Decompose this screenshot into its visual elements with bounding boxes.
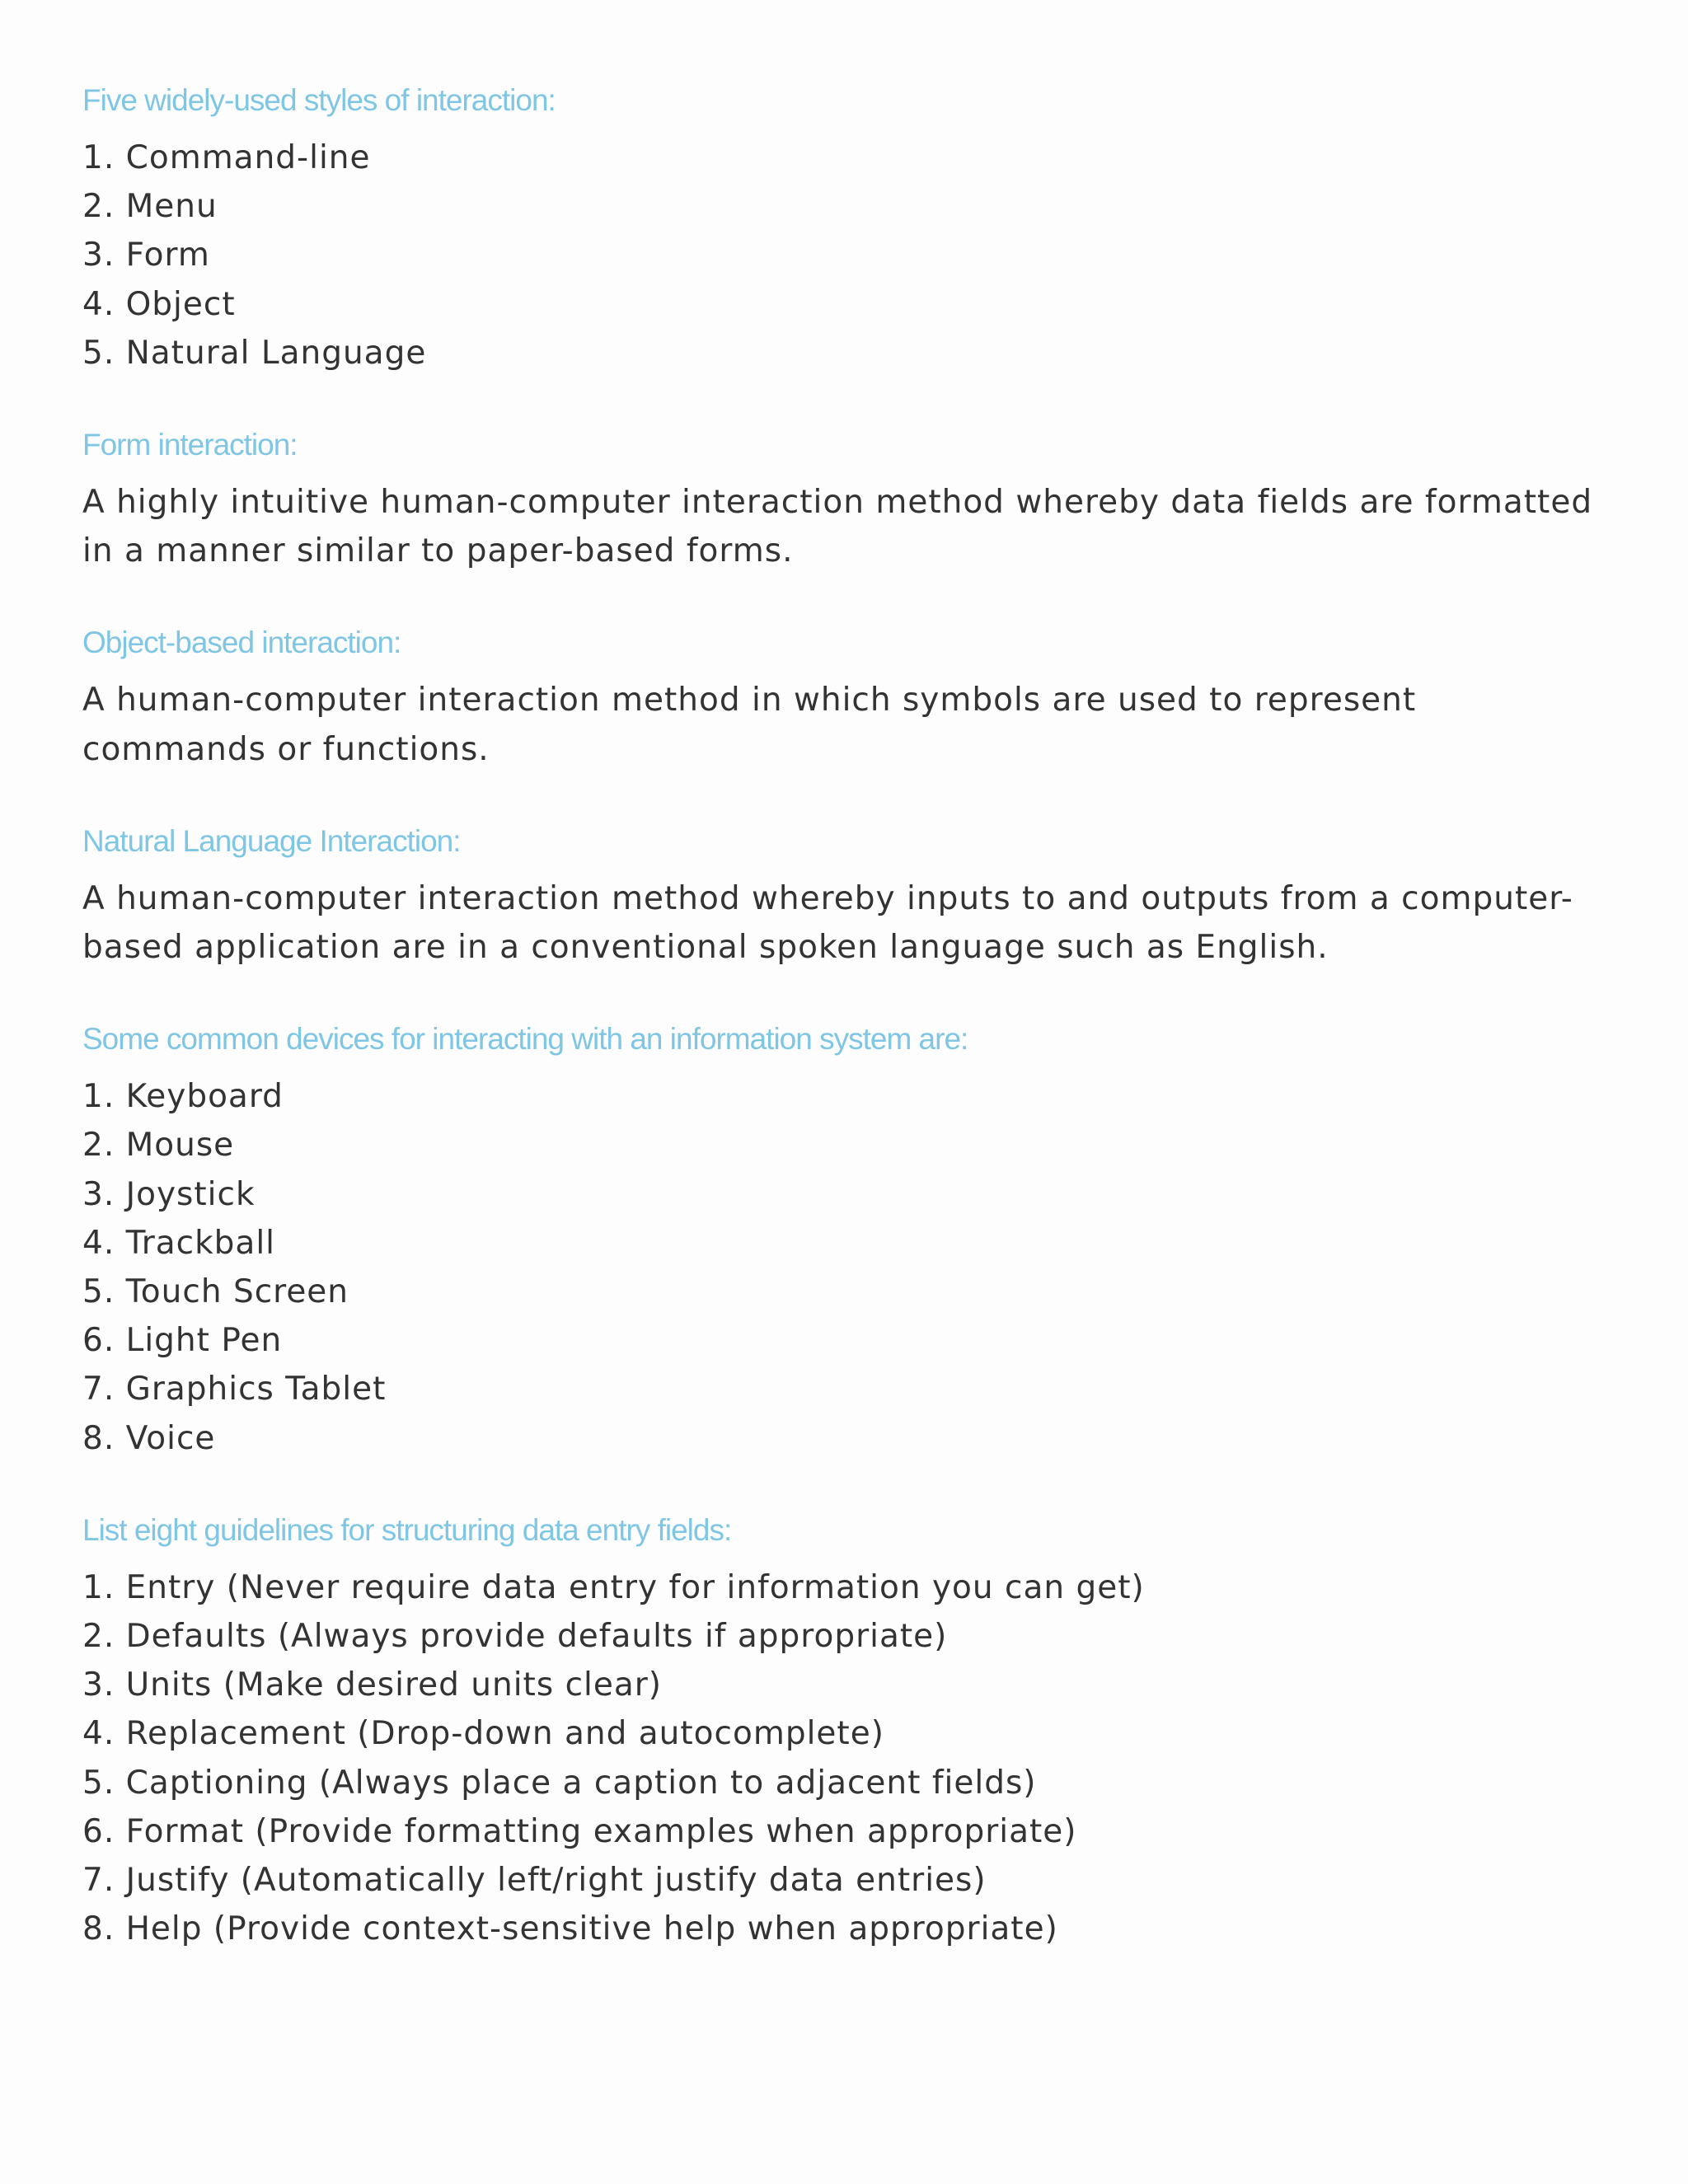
definition-paragraph xyxy=(82,874,1573,972)
section-devices xyxy=(82,1021,1566,1463)
list-item: 1. Command-line xyxy=(82,139,371,176)
list-item: 2. Mouse xyxy=(82,1127,235,1165)
list-item: 4. Trackball xyxy=(82,1224,275,1262)
list-item: 4. Object xyxy=(82,285,236,323)
definition-paragraph xyxy=(82,478,1593,575)
paragraph-line: A highly intuitive human-computer interaction method whereby data fields are formatted xyxy=(82,484,1593,522)
list-item: 1. Entry (Never require data entry for information you can get) xyxy=(82,1568,1145,1606)
section-spacer xyxy=(82,575,1566,625)
devices-list xyxy=(82,1072,1566,1463)
section-heading: Form interaction: xyxy=(82,428,298,462)
section-spacer xyxy=(82,972,1566,1021)
section-object-interaction xyxy=(82,625,1566,773)
paragraph-line: A human-computer interaction method in which symbols are used to represent xyxy=(82,682,1417,719)
section-interaction-styles xyxy=(82,82,1566,377)
list-item: 2. Menu xyxy=(82,188,218,226)
list-item: 5. Natural Language xyxy=(82,334,427,372)
section-spacer xyxy=(82,1463,1566,1512)
paragraph-line: in a manner similar to paper-based forms. xyxy=(82,532,794,570)
guidelines-list xyxy=(82,1563,1566,1954)
section-data-entry-guidelines xyxy=(82,1512,1566,1954)
definition-paragraph xyxy=(82,676,1484,773)
list-item: 7. Graphics Tablet xyxy=(82,1371,387,1408)
section-spacer xyxy=(82,774,1566,823)
section-heading: List eight guidelines for structuring data entry fields: xyxy=(82,1512,732,1547)
document-page xyxy=(82,82,1593,1953)
paragraph-line: commands or functions. xyxy=(82,730,490,768)
section-heading: Five widely-used styles of interaction: xyxy=(82,83,556,117)
list-item: 8. Help (Provide context-sensitive help when appropriate) xyxy=(82,1910,1058,1948)
list-item: 8. Voice xyxy=(82,1419,216,1457)
list-item: 3. Form xyxy=(82,237,210,274)
list-item: 1. Keyboard xyxy=(82,1078,284,1116)
section-spacer xyxy=(82,377,1566,427)
section-heading: Natural Language Interaction: xyxy=(82,823,461,858)
interaction-styles-list xyxy=(82,134,1566,377)
list-item: 3. Units (Make desired units clear) xyxy=(82,1666,662,1704)
list-item: 2. Defaults (Always provide defaults if appropriate) xyxy=(82,1618,948,1656)
list-item: 7. Justify (Automatically left/right justify data entries) xyxy=(82,1862,987,1900)
list-item: 6. Format (Provide formatting examples when appropriate) xyxy=(82,1812,1077,1850)
section-heading: Some common devices for interacting with an information system are: xyxy=(82,1022,968,1057)
list-item: 6. Light Pen xyxy=(82,1322,283,1360)
list-item: 5. Touch Screen xyxy=(82,1273,349,1311)
paragraph-line: based application are in a conventional spoken language such as English. xyxy=(82,929,1329,967)
section-natural-language xyxy=(82,823,1573,972)
list-item: 4. Replacement (Drop-down and autocomplete) xyxy=(82,1715,884,1753)
paragraph-line: A human-computer interaction method whereby inputs to and outputs from a computer- xyxy=(82,879,1573,917)
list-item: 5. Captioning (Always place a caption to adjacent fields) xyxy=(82,1764,1037,1802)
section-form-interaction xyxy=(82,427,1593,575)
list-item: 3. Joystick xyxy=(82,1175,256,1213)
section-heading: Object-based interaction: xyxy=(82,626,401,660)
